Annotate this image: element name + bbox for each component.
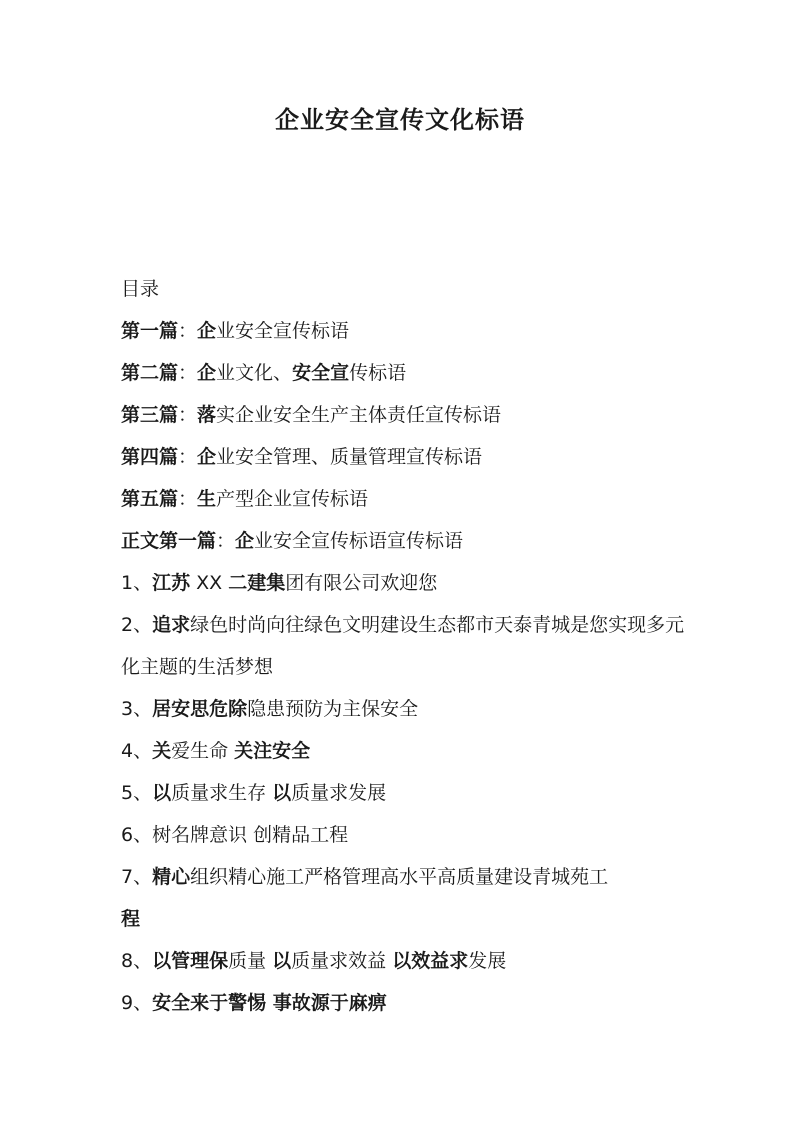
text: 发展	[468, 950, 507, 972]
item-number: 2、	[121, 614, 153, 636]
document-title: 企业安全宣传文化标语	[275, 106, 525, 134]
text: 业安全宣传标语	[216, 320, 350, 342]
text: 业文化、	[216, 362, 293, 384]
text-bold: 精心	[152, 866, 191, 888]
slogan-4	[121, 730, 701, 772]
toc-item-2	[121, 352, 701, 394]
text-bold: 以	[272, 950, 292, 972]
toc-label: 第一篇	[121, 320, 179, 342]
separator: ：	[216, 530, 236, 552]
text: 隐患预防为主保安全	[247, 698, 419, 720]
text: 爱生命	[171, 740, 235, 762]
text: 产型企业宣传标语	[216, 488, 369, 510]
text: 绿色时尚向往绿色文明建设生态都市天泰青城是您实现多元化主题的生活梦想	[121, 614, 685, 678]
separator: ：	[178, 320, 198, 342]
section-heading	[121, 520, 701, 562]
text-bold: 安全来于警惕 事故源于麻痹	[152, 992, 387, 1014]
toc-item-5	[121, 478, 701, 520]
separator: ：	[178, 446, 198, 468]
text: 质量求发展	[291, 782, 387, 804]
text-bold: 以效益求	[392, 950, 469, 972]
slogan-8	[121, 940, 701, 982]
separator: ：	[178, 488, 198, 510]
slogan-1	[121, 562, 701, 604]
text: 组织精心施工严格管理高水平高质量建设青城苑工	[190, 866, 609, 888]
toc-item-1	[121, 310, 701, 352]
text: 树名牌意识 创精品工程	[152, 824, 349, 846]
item-number: 8、	[121, 950, 153, 972]
toc-item-3	[121, 394, 701, 436]
text-bold: 企	[197, 446, 217, 468]
document-body	[121, 268, 701, 1024]
text-bold: 以	[152, 782, 172, 804]
text: 业安全宣传标语宣传标语	[254, 530, 464, 552]
text-bold: 以管理保	[152, 950, 229, 972]
text: 业安全管理、质量管理宣传标语	[216, 446, 483, 468]
toc-label: 第四篇	[121, 446, 179, 468]
section-label: 正文第一篇	[121, 530, 217, 552]
item-number: 7、	[121, 866, 153, 888]
text-bold: 企	[235, 530, 255, 552]
toc-item-4	[121, 436, 701, 478]
item-number: 4、	[121, 740, 153, 762]
text-bold: 二建集	[228, 572, 286, 594]
text: XX	[190, 572, 229, 594]
separator: ：	[178, 362, 198, 384]
text: 质量求生存	[171, 782, 273, 804]
slogan-5	[121, 772, 701, 814]
text-bold: 程	[121, 908, 141, 930]
text-bold: 江苏	[152, 572, 191, 594]
separator: ：	[178, 404, 198, 426]
text-bold: 以	[272, 782, 292, 804]
item-number: 9、	[121, 992, 153, 1014]
text: 实企业安全生产主体责任宣传标语	[216, 404, 502, 426]
text: 团有限公司欢迎您	[285, 572, 438, 594]
slogan-3	[121, 688, 701, 730]
slogan-9	[121, 982, 701, 1024]
text-bold: 关	[152, 740, 172, 762]
text: 传标语	[349, 362, 407, 384]
item-number: 6、	[121, 824, 153, 846]
toc-heading: 目录	[121, 278, 160, 300]
item-number: 5、	[121, 782, 153, 804]
toc-label: 第三篇	[121, 404, 179, 426]
slogan-6	[121, 814, 701, 856]
slogan-7	[121, 856, 701, 940]
text-bold: 企	[197, 320, 217, 342]
text-bold: 企	[197, 362, 217, 384]
text-bold: 追求	[152, 614, 191, 636]
item-number: 3、	[121, 698, 153, 720]
text-bold: 居安思危除	[152, 698, 248, 720]
text-bold: 安全宣	[292, 362, 350, 384]
toc-label: 第五篇	[121, 488, 179, 510]
slogan-2	[121, 604, 701, 688]
item-number: 1、	[121, 572, 153, 594]
text-bold: 生	[197, 488, 217, 510]
text: 质量	[228, 950, 273, 972]
text: 质量求效益	[291, 950, 393, 972]
text-bold: 落	[197, 404, 217, 426]
toc-label: 第二篇	[121, 362, 179, 384]
text-bold: 关注安全	[234, 740, 311, 762]
